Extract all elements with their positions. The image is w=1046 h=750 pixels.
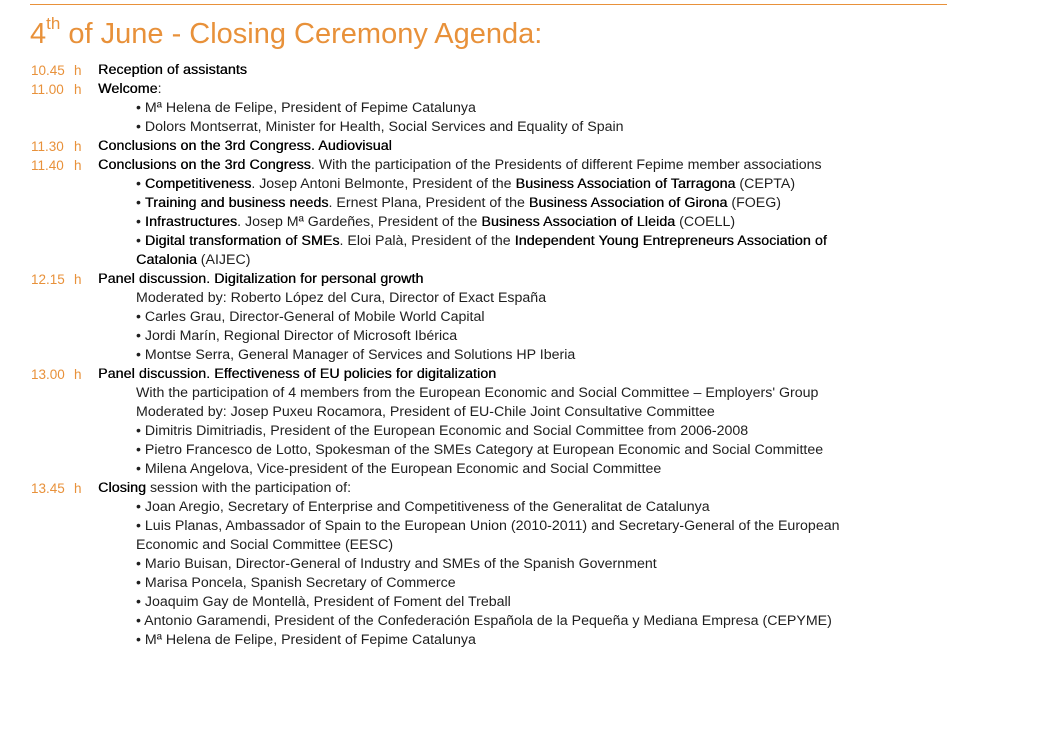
text: Carles Grau, Director-General of Mobile World Capital [144, 309, 485, 325]
session-time: 13.45 [31, 481, 65, 496]
agenda-list [0, 61, 1046, 650]
agenda-detail-line [0, 384, 1046, 403]
session-detail [136, 213, 735, 232]
bold-text: Catalonia [136, 252, 197, 268]
session-detail [136, 593, 511, 612]
agenda-detail-line [0, 612, 1046, 631]
session-detail [136, 574, 456, 593]
session-detail [136, 251, 250, 270]
bullet-marker: • [136, 100, 145, 116]
agenda-detail-line [0, 498, 1046, 517]
agenda-detail-line [0, 308, 1046, 327]
bold-text: Panel discussion. Effectiveness of EU policies for digitalization [98, 366, 497, 382]
text: . Josep Antoni Belmonte, President of the [251, 176, 516, 192]
text: Mª Helena de Felipe, President of Fepime Catalunya [144, 100, 476, 116]
agenda-detail-line [0, 175, 1046, 194]
bullet-marker: • [136, 499, 145, 515]
bullet-marker: • [136, 461, 145, 477]
agenda-detail-line [0, 118, 1046, 137]
session-detail [136, 384, 818, 403]
text: . Ernest Plana, President of the [328, 195, 529, 211]
session-time: 11.00 [31, 82, 64, 97]
session-detail [136, 118, 624, 137]
bold-text: Reception of assistants [98, 62, 247, 78]
text: . With the participation of the Presidents of different Fepime member associations [310, 157, 822, 173]
text: : [157, 81, 162, 97]
session-title [98, 479, 351, 498]
bullet-marker: • [136, 556, 145, 572]
bold-text: Business Association of Lleida [481, 214, 676, 230]
agenda-detail-line [0, 631, 1046, 650]
time-unit: h [74, 158, 82, 173]
text: Pietro Francesco de Lotto, Spokesman of the SMEs Category at European Economic and Social Committee [144, 442, 824, 458]
text: . Josep Mª Gardeñes, President of the [237, 214, 482, 230]
time-unit: h [74, 139, 82, 154]
bold-text: Infrastructures [144, 214, 238, 230]
agenda-detail-line [0, 194, 1046, 213]
agenda-detail-line [0, 403, 1046, 422]
bullet-marker: • [136, 328, 145, 344]
agenda-detail-line [0, 346, 1046, 365]
bold-text: Conclusions on the 3rd Congress. Audiovisual [98, 138, 392, 154]
text: session with the participation of: [146, 480, 352, 496]
text: (FOEG) [727, 195, 781, 211]
bold-text: Digital transformation of SMEs [144, 233, 340, 249]
agenda-detail-line [0, 289, 1046, 308]
agenda-detail-line [0, 517, 1046, 536]
text: Economic and Social Committee (EESC) [136, 537, 394, 553]
session-detail [136, 555, 657, 574]
session-title [98, 80, 162, 99]
time-unit: h [74, 481, 82, 496]
session-detail [136, 460, 661, 479]
agenda-session-line [0, 61, 1046, 80]
bold-text: Competitiveness [144, 176, 252, 192]
text: Marisa Poncela, Spanish Secretary of Commerce [144, 575, 456, 591]
bullet-marker: • [136, 309, 145, 325]
agenda-session-line [0, 479, 1046, 498]
text: Moderated by: Roberto López del Cura, Director of Exact España [136, 290, 547, 306]
text: Dimitris Dimitriadis, President of the European Economic and Social Committee from 2006-2008 [144, 423, 749, 439]
bullet-marker: • [136, 119, 145, 135]
bold-text: Training and business needs [144, 195, 329, 211]
bold-text: Welcome [98, 81, 158, 97]
title-ordinal: th [46, 14, 61, 33]
bullet-marker: • [136, 632, 145, 648]
text: Milena Angelova, Vice-president of the European Economic and Social Committee [144, 461, 662, 477]
session-detail [136, 422, 748, 441]
text: Antonio Garamendi, President of the Confederación Española de la Pequeña y Mediana Empresa (CEPYME) [144, 613, 832, 629]
agenda-detail-line [0, 327, 1046, 346]
text: Joaquim Gay de Montellà, President of Foment del Treball [144, 594, 511, 610]
text: Montse Serra, General Manager of Services and Solutions HP Iberia [144, 347, 576, 363]
agenda-session-line [0, 270, 1046, 289]
session-time: 11.30 [31, 139, 64, 154]
page-title [30, 14, 542, 54]
agenda-detail-line [0, 251, 1046, 270]
text: With the participation of 4 members from the European Economic and Social Committee – Employers' Group [136, 385, 819, 401]
bold-text: Business Association of Girona [528, 195, 728, 211]
bullet-marker: • [136, 233, 145, 249]
agenda-detail-line [0, 536, 1046, 555]
agenda-detail-line [0, 213, 1046, 232]
session-title [98, 137, 392, 156]
agenda-session-line [0, 365, 1046, 384]
session-time: 13.00 [31, 367, 65, 382]
time-unit: h [74, 63, 82, 78]
bullet-marker: • [136, 423, 145, 439]
text: (CEPTA) [735, 176, 796, 192]
text: . Eloi Palà, President of the [339, 233, 515, 249]
bold-text: Closing [98, 480, 147, 496]
session-title [98, 61, 247, 80]
top-divider [30, 4, 947, 5]
bullet-marker: • [136, 594, 145, 610]
session-detail [136, 327, 457, 346]
bullet-marker: • [136, 613, 145, 629]
title-day: 4 [30, 18, 47, 50]
time-unit: h [74, 82, 82, 97]
title-text: of June - Closing Ceremony Agenda: [60, 18, 543, 50]
bullet-marker: • [136, 176, 145, 192]
agenda-detail-line [0, 593, 1046, 612]
session-time: 10.45 [31, 63, 65, 78]
session-detail [136, 536, 393, 555]
session-detail [136, 232, 827, 251]
text: Mario Buisan, Director-General of Industry and SMEs of the Spanish Government [144, 556, 657, 572]
agenda-detail-line [0, 422, 1046, 441]
session-detail [136, 498, 710, 517]
session-title [98, 156, 822, 175]
text: Jordi Marín, Regional Director of Microsoft Ibérica [144, 328, 458, 344]
agenda-session-line [0, 137, 1046, 156]
session-detail [136, 194, 781, 213]
agenda-detail-line [0, 441, 1046, 460]
session-detail [136, 631, 476, 650]
session-detail [136, 517, 840, 536]
session-detail [136, 289, 546, 308]
text: Luis Planas, Ambassador of Spain to the European Union (2010-2011) and Secretary-General of the European [144, 518, 840, 534]
session-detail [136, 612, 832, 631]
agenda-detail-line [0, 555, 1046, 574]
bold-text: Conclusions on the 3rd Congress [98, 157, 311, 173]
session-detail [136, 441, 823, 460]
time-unit: h [74, 367, 82, 382]
session-detail [136, 346, 575, 365]
session-title [98, 365, 496, 384]
session-title [98, 270, 423, 289]
session-detail [136, 403, 715, 422]
agenda-detail-line [0, 99, 1046, 118]
agenda-session-line [0, 156, 1046, 175]
bullet-marker: • [136, 347, 145, 363]
text: Joan Aregio, Secretary of Enterprise and Competitiveness of the Generalitat de Catalunya [144, 499, 710, 515]
bullet-marker: • [136, 575, 145, 591]
agenda-detail-line [0, 460, 1046, 479]
session-detail [136, 175, 795, 194]
bold-text: Independent Young Entrepreneurs Association of [514, 233, 827, 249]
bullet-marker: • [136, 214, 145, 230]
bullet-marker: • [136, 195, 145, 211]
bold-text: Panel discussion. Digitalization for personal growth [98, 271, 424, 287]
session-time: 11.40 [31, 158, 64, 173]
agenda-detail-line [0, 574, 1046, 593]
text: (AIJEC) [196, 252, 251, 268]
text: Dolors Montserrat, Minister for Health, Social Services and Equality of Spain [144, 119, 624, 135]
session-detail [136, 308, 485, 327]
text: Moderated by: Josep Puxeu Rocamora, President of EU-Chile Joint Consultative Committee [136, 404, 715, 420]
agenda-detail-line [0, 232, 1046, 251]
bold-text: Business Association of Tarragona [515, 176, 736, 192]
text: Mª Helena de Felipe, President of Fepime Catalunya [144, 632, 476, 648]
session-detail [136, 99, 476, 118]
text: (COELL) [675, 214, 736, 230]
bullet-marker: • [136, 442, 145, 458]
agenda-session-line [0, 80, 1046, 99]
bullet-marker: • [136, 518, 145, 534]
session-time: 12.15 [31, 272, 65, 287]
time-unit: h [74, 272, 82, 287]
